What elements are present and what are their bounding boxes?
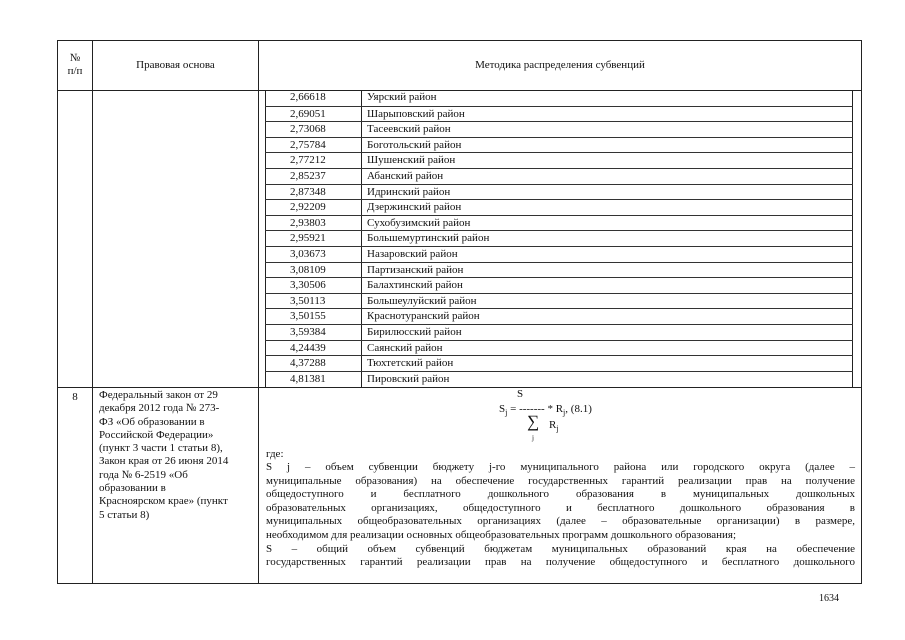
- table-row: [265, 168, 853, 184]
- header-methodology: Методика распределения субвенций: [475, 59, 645, 71]
- page-number: 1634: [819, 593, 839, 604]
- sj-line: образовательных организациях, общедоступного и бесплатного дошкольного образования в: [266, 501, 855, 514]
- table-row: [265, 246, 853, 262]
- basis-line: образовании в: [99, 482, 166, 495]
- table-top-border: [57, 40, 862, 41]
- formula-lhs-sub: j: [505, 408, 508, 418]
- formula-tail: , (8.1): [565, 403, 592, 415]
- coef-value: 2,69051: [290, 107, 326, 120]
- district-name: Партизанский район: [367, 263, 464, 276]
- formula-den: R: [549, 419, 557, 431]
- coef-value: 4,24439: [290, 341, 326, 354]
- coef-value: 3,30506: [290, 279, 326, 292]
- coef-value: 2,92209: [290, 201, 326, 214]
- coef-value: 3,03673: [290, 248, 326, 260]
- table-bottom-border: [57, 583, 862, 584]
- coef-value: 4,37288: [290, 357, 326, 370]
- coef-value: 2,87348: [290, 185, 326, 198]
- district-name: Назаровский район: [367, 248, 458, 260]
- table-row: [265, 90, 853, 106]
- district-name: Идринский район: [367, 185, 451, 198]
- coef-value: 2,95921: [290, 232, 326, 245]
- coef-value: 4,81381: [290, 372, 326, 385]
- formula-sigma-sub: j: [532, 434, 534, 442]
- basis-line: Федеральный закон от 29: [99, 389, 218, 401]
- table-row: [265, 355, 853, 371]
- table-row: [265, 215, 853, 231]
- district-name: Большемуртинский район: [367, 232, 490, 245]
- district-name: Балахтинский район: [367, 279, 463, 292]
- district-name: Шушенский район: [367, 154, 456, 167]
- district-name: Тасеевский район: [367, 123, 451, 136]
- coef-value: 2,93803: [290, 216, 326, 229]
- basis-line: года № 6-2519 «Об: [99, 468, 188, 481]
- formula-sigma: ∑: [527, 412, 540, 431]
- coef-value: 3,08109: [290, 263, 326, 276]
- row8-top-border: [57, 387, 862, 388]
- district-name: Сухобузимский район: [367, 216, 471, 229]
- formula-den-sub: j: [556, 424, 559, 434]
- formula-main-line: [499, 403, 592, 417]
- basis-line: Закон края от 26 июня 2014: [99, 455, 229, 468]
- coef-value: 3,50113: [290, 294, 326, 307]
- table-row: [265, 137, 853, 153]
- table-right-border: [861, 40, 862, 584]
- col1-divider: [92, 40, 93, 584]
- district-name: Тюхтетский район: [367, 357, 454, 370]
- district-name: Шарыповский район: [367, 107, 465, 120]
- header-legal-basis: Правовая основа: [136, 59, 215, 71]
- where-label: где:: [266, 448, 284, 460]
- sj-definition: [266, 461, 855, 570]
- table-row: [265, 184, 853, 200]
- district-name: Бирилюсский район: [367, 326, 462, 338]
- district-name: Абанский район: [367, 170, 444, 182]
- formula-numerator: S: [517, 388, 524, 400]
- sj-line: S j – объем субвенции бюджету j-го муниципального района или городского округа (далее –: [266, 461, 855, 473]
- formula-rj-sub: j: [563, 408, 566, 418]
- district-name: Боготольский район: [367, 138, 462, 151]
- table-row: [265, 106, 853, 122]
- table-row: [265, 199, 853, 215]
- row8-number: 8: [72, 391, 78, 403]
- basis-line: Российской Федерации»: [99, 428, 214, 441]
- coef-value: 2,73068: [290, 123, 326, 136]
- district-name: Саянский район: [367, 341, 443, 354]
- table-row: [265, 308, 853, 324]
- coef-value: 2,85237: [290, 170, 326, 182]
- coef-value: 2,77212: [290, 154, 326, 167]
- district-name: Дзержинский район: [367, 201, 462, 214]
- sj-line: общедоступного и бесплатного дошкольного образования в муниципальных дошкольных: [266, 488, 855, 501]
- basis-line: (пункт 3 части 1 статьи 8),: [99, 442, 223, 455]
- basis-line: Красноярском крае» (пункт: [99, 495, 228, 508]
- table-row: [265, 324, 853, 340]
- basis-line: ФЗ «Об образовании в: [99, 415, 205, 428]
- district-name: Уярский район: [367, 91, 437, 103]
- row8-legal-basis: [99, 389, 259, 522]
- formula-lhs: S: [499, 403, 506, 415]
- basis-line: 5 статьи 8): [99, 508, 150, 521]
- table-row: [265, 152, 853, 168]
- header-number-symbol: №: [69, 52, 81, 64]
- table-row: [265, 293, 853, 309]
- coef-value: 2,66618: [290, 91, 326, 103]
- coef-value: 3,59384: [290, 326, 326, 338]
- district-name: Пировский район: [367, 372, 450, 385]
- table-left-border: [57, 40, 58, 584]
- s-line: S – общий объем субвенций бюджетам муниципальных образований края на обеспечение: [266, 542, 855, 555]
- coef-value: 2,75784: [290, 138, 326, 151]
- table-row: [265, 121, 853, 137]
- table-row: [265, 340, 853, 356]
- sj-line: муниципальных общеобразовательных организациях (далее – образовательные организации) в размере,: [266, 515, 855, 528]
- sj-line: необходимом для реализации основных общеобразовательных программ дошкольного образования;: [266, 528, 737, 541]
- header-number-abbr: п/п: [67, 65, 83, 77]
- table-row: [265, 371, 853, 387]
- basis-line: декабря 2012 года № 273-: [99, 402, 220, 415]
- table-row: [265, 262, 853, 278]
- district-name: Большеулуйский район: [367, 294, 477, 307]
- s-line: государственных гарантий реализации прав на получение общедоступного и бесплатного дошкольного: [266, 556, 855, 569]
- formula-eq: = ------- * R: [510, 403, 564, 415]
- sj-line: муниципальные образования) на обеспечение государственных гарантий реализации прав на получение: [266, 474, 855, 487]
- table-row: [265, 230, 853, 246]
- formula-denominator: [549, 419, 559, 433]
- table-row: [265, 277, 853, 293]
- header-number-cell: [58, 52, 92, 78]
- coef-value: 3,50155: [290, 310, 326, 323]
- district-name: Краснотуранский район: [367, 310, 480, 323]
